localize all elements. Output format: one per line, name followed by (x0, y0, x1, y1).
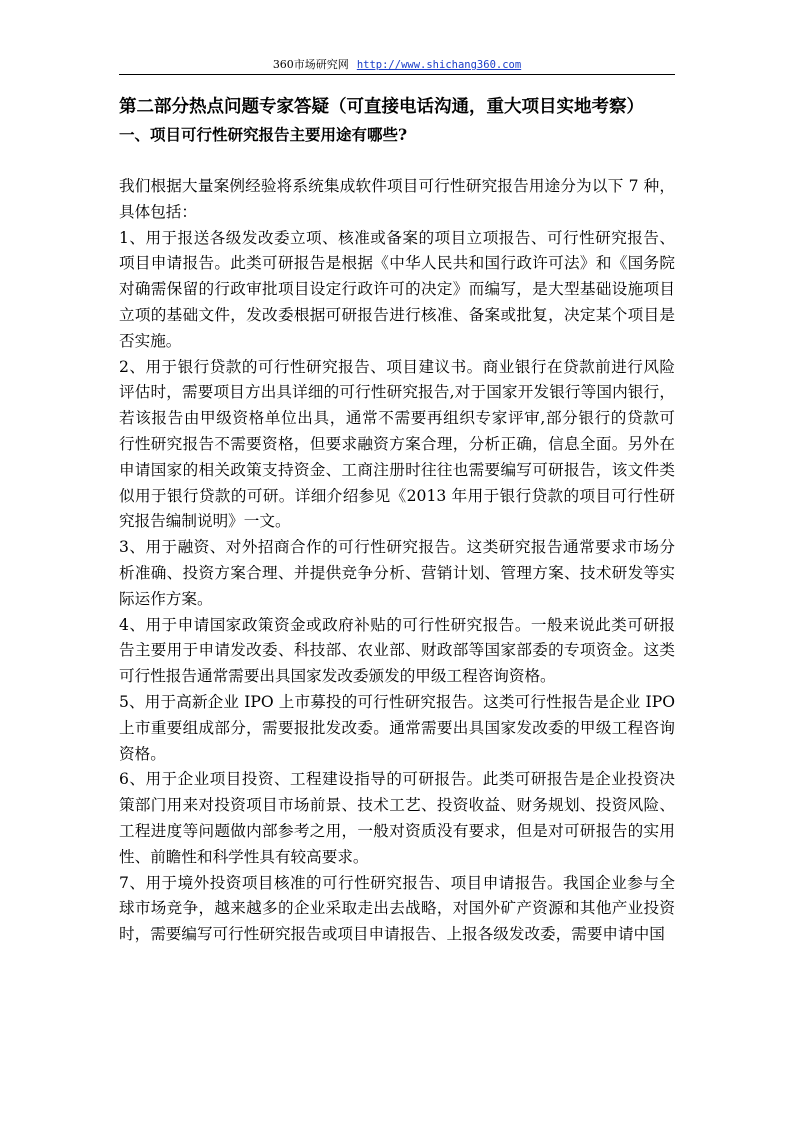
paragraph-line: 申请国家的相关政策支持资金、工商注册时往往也需要编写可研报告，该文件类 (119, 460, 675, 479)
site-name: 360市场研究网 (272, 58, 349, 71)
paragraph-line: 我们根据大量案例经验将系统集成软件项目可行性研究报告用途分为以下 7 种， (119, 177, 675, 195)
paragraph-line: 3、用于融资、对外招商合作的可行性研究报告。这类研究报告通常要求市场分 (119, 538, 675, 557)
paragraph-line: 上市重要组成部分，需要报批发改委。通常需要出具国家发改委的甲级工程咨询 (119, 718, 675, 737)
paragraph (119, 767, 675, 870)
paragraph-line: 似用于银行贷款的可研。详细介绍参见《2013 年用于银行贷款的项目可行性研 (119, 486, 675, 505)
paragraph-line: 否实施。 (119, 331, 182, 350)
paragraph (119, 355, 675, 536)
paragraph (119, 174, 675, 226)
paragraph (119, 871, 675, 948)
paragraph-line: 时，需要编写可行性研究报告或项目申请报告、上报各级发改委，需要申请中国 (119, 925, 665, 944)
paragraph-line: 评估时，需要项目方出具详细的可行性研究报告,对于国家开发银行等国内银行， (119, 383, 675, 402)
site-url-link[interactable]: http://www.shichang360.com (356, 59, 522, 71)
paragraph-line: 立项的基础文件，发改委根据可研报告进行核准、备案或批复，决定某个项目是 (119, 305, 675, 324)
paragraph-line: 项目申请报告。此类可研报告是根据《中华人民共和国行政许可法》和《国务院 (119, 254, 675, 273)
paragraph-line: 可行性报告通常需要出具国家发改委颁发的甲级工程咨询资格。 (119, 667, 556, 686)
paragraph (119, 613, 675, 690)
paragraph-line: 6、用于企业项目投资、工程建设指导的可研报告。此类可研报告是企业投资决 (119, 770, 675, 789)
paragraph-line: 资格。 (119, 744, 166, 763)
paragraph-line: 5、用于高新企业 IPO 上市募投的可行性研究报告。这类可行性报告是企业 IPO (119, 692, 675, 711)
paragraph (119, 690, 675, 767)
paragraph-line: 对确需保留的行政审批项目设定行政许可的决定》而编写，是大型基础设施项目 (119, 280, 675, 299)
page-header (119, 56, 675, 74)
paragraph-line: 若该报告由甲级资格单位出具，通常不需要再组织专家评审,部分银行的贷款可 (119, 409, 675, 428)
paragraph-line: 7、用于境外投资项目核准的可行性研究报告、项目申请报告。我国企业参与全 (119, 873, 675, 892)
paragraph-line: 析准确、投资方案合理、并提供竞争分析、营销计划、管理方案、技术研发等实 (119, 563, 675, 582)
paragraph-line: 2、用于银行贷款的可行性研究报告、项目建议书。商业银行在贷款前进行风险 (119, 357, 675, 376)
paragraph-line: 4、用于申请国家政策资金或政府补贴的可行性研究报告。一般来说此类可研报 (119, 615, 675, 634)
paragraph-line: 告主要用于申请发改委、科技部、农业部、财政部等国家部委的专项资金。这类 (119, 641, 675, 660)
paragraph-line: 性、前瞻性和科学性具有较高要求。 (119, 847, 369, 866)
paragraph-line: 行性研究报告不需要资格，但要求融资方案合理，分析正确，信息全面。另外在 (119, 434, 675, 453)
paragraph-line: 球市场竞争，越来越多的企业采取走出去战略，对国外矿产资源和其他产业投资 (119, 899, 675, 918)
paragraph-list (119, 174, 675, 948)
document-body (119, 93, 675, 948)
paragraph-line: 具体包括： (119, 202, 197, 221)
paragraph (119, 226, 675, 355)
paragraph (119, 535, 675, 612)
paragraph-line: 工程进度等问题做内部参考之用，一般对资质没有要求，但是对可研报告的实用 (119, 821, 675, 840)
question-title: 一、项目可行性研究报告主要用途有哪些? (119, 125, 408, 144)
paragraph-line: 究报告编制说明》一文。 (119, 512, 291, 531)
header-rule (119, 74, 675, 75)
paragraph-line: 1、用于报送各级发改委立项、核准或备案的项目立项报告、可行性研究报告、 (119, 228, 675, 247)
paragraph-line: 际运作方案。 (119, 589, 213, 608)
section-title: 第二部分热点问题专家答疑（可直接电话沟通，重大项目实地考察） (119, 97, 644, 117)
paragraph-line: 策部门用来对投资项目市场前景、技术工艺、投资收益、财务规划、投资风险、 (119, 796, 675, 815)
